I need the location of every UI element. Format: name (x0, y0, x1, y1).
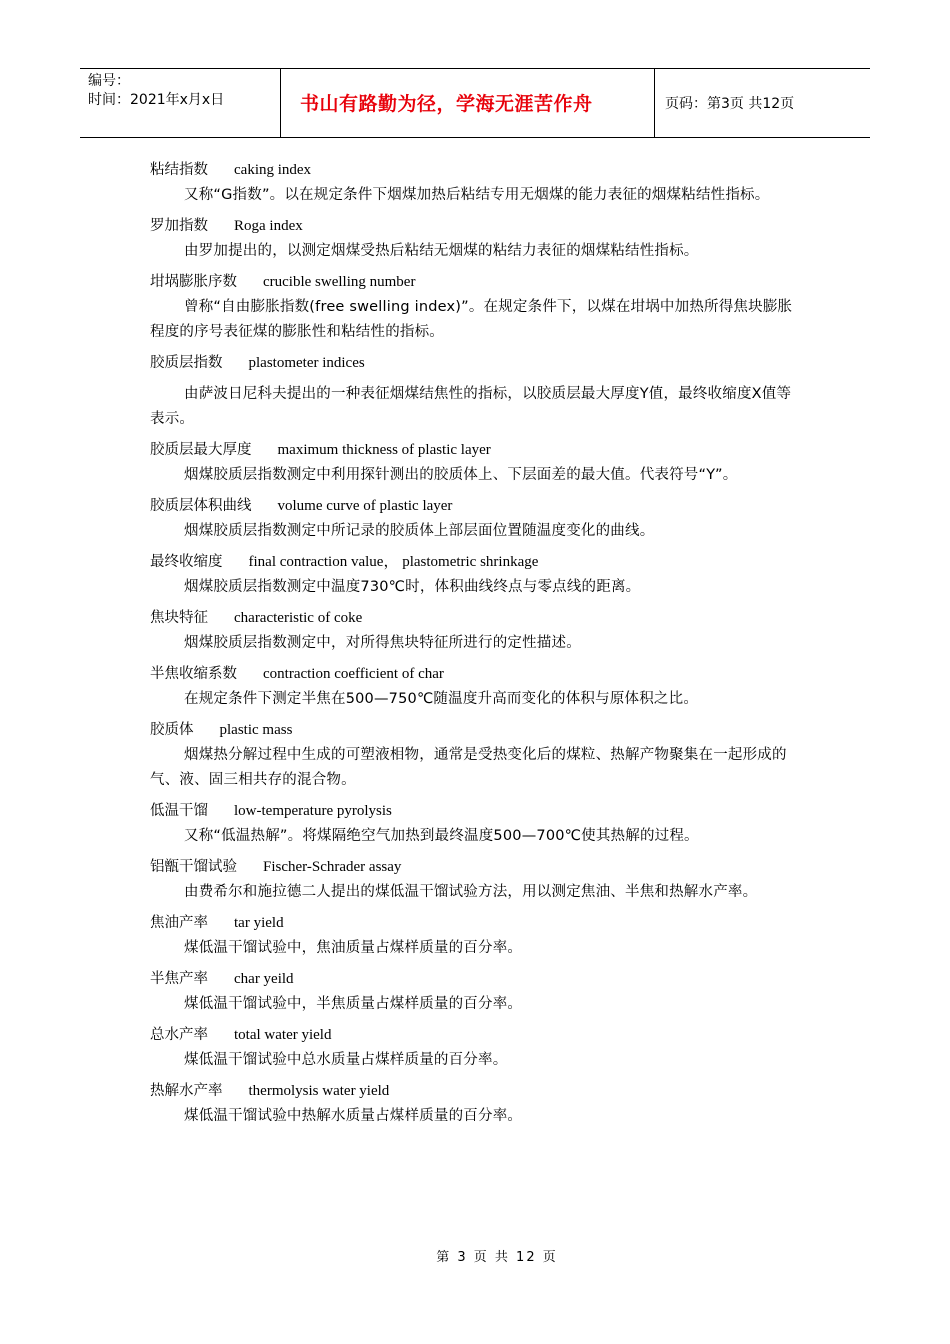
term-english: contraction coefficient of char (263, 666, 444, 682)
term-english: low-temperature pyrolysis (234, 803, 392, 819)
header-motto: 书山有路勤为径，学海无涯苦作舟 (300, 93, 593, 115)
term-definition: 煤低温干馏试验中，焦油质量占煤样质量的百分率。 (184, 940, 523, 956)
glossary-entry (150, 967, 800, 1017)
term-definition: 烟煤胶质层指数测定中，对所得焦块特征所进行的定性描述。 (184, 635, 581, 651)
header-divider (654, 69, 655, 137)
glossary-entry (150, 214, 800, 264)
term-definition: 由萨波日尼科夫提出的一种表征烟煤结焦性的指标，以胶质层最大厚度Y值，最终收缩度X值等表示。 (150, 386, 792, 427)
header-left-cell (80, 69, 280, 137)
term-chinese: 胶质层体积曲线 (150, 498, 252, 514)
term-line (150, 911, 800, 936)
term-line (150, 494, 800, 519)
term-chinese: 焦油产率 (150, 915, 208, 931)
document-number-label: 编号： (88, 73, 130, 89)
term-definition: 煤低温干馏试验中总水质量占煤样质量的百分率。 (184, 1052, 508, 1068)
term-definition: 由费希尔和施拉德二人提出的煤低温干馏试验方法，用以测定焦油、半焦和热解水产率。 (184, 884, 758, 900)
term-english: plastic mass (219, 722, 293, 738)
term-english: thermolysis water yield (248, 1083, 390, 1099)
term-chinese: 半焦产率 (150, 971, 208, 987)
header-right-cell (656, 69, 870, 137)
term-line (150, 351, 800, 376)
term-english: caking index (234, 162, 312, 178)
term-chinese: 半焦收缩系数 (150, 666, 237, 682)
term-line (150, 1079, 800, 1104)
term-english: Fischer-Schrader assay (263, 859, 402, 875)
header-divider (280, 69, 281, 137)
term-line (150, 799, 800, 824)
term-definition: 又称“G指数”。以在规定条件下烟煤加热后粘结专用无烟煤的能力表征的烟煤粘结性指标。 (184, 187, 770, 203)
term-line (150, 550, 800, 575)
term-definition: 由罗加提出的，以测定烟煤受热后粘结无烟煤的粘结力表征的烟煤粘结性指标。 (184, 243, 699, 259)
term-chinese: 胶质体 (150, 722, 194, 738)
term-english: tar yield (234, 915, 284, 931)
page-footer: 第 3 页 共 12 页 (436, 1250, 558, 1265)
glossary-entry (150, 1023, 800, 1073)
term-line (150, 158, 800, 183)
term-definition: 曾称“自由膨胀指数(free swelling index)”。在规定条件下，以煤在坩埚中加热所得焦块膨胀程度的序号表征煤的膨胀性和粘结性的指标。 (150, 299, 793, 340)
term-line (150, 606, 800, 631)
term-definition: 煤低温干馏试验中，半焦质量占煤样质量的百分率。 (184, 996, 523, 1012)
term-definition: 在规定条件下测定半焦在500—750℃随温度升高而变化的体积与原体积之比。 (184, 691, 699, 707)
term-english: crucible swelling number (263, 274, 416, 290)
term-line (150, 214, 800, 239)
term-english: char yeild (234, 971, 294, 987)
term-chinese: 铝甑干馏试验 (150, 859, 237, 875)
term-chinese: 罗加指数 (150, 218, 208, 234)
header-page-info: 页码：第3页 共12页 (665, 96, 795, 112)
header-middle-cell (282, 69, 654, 137)
page-header (80, 68, 870, 138)
term-definition: 烟煤胶质层指数测定中利用探针测出的胶质体上、下层面差的最大值。代表符号“Y”。 (184, 467, 738, 483)
glossary-entry (150, 718, 800, 793)
glossary-content (150, 158, 800, 1129)
glossary-entry (150, 606, 800, 656)
term-chinese: 低温干馏 (150, 803, 208, 819)
term-english: Roga index (234, 218, 303, 234)
document-time-label: 时间：2021年x月x日 (88, 92, 225, 108)
term-english: characteristic of coke (234, 610, 363, 626)
glossary-entry (150, 494, 800, 544)
term-definition: 又称“低温热解”。将煤隔绝空气加热到最终温度500—700℃使其热解的过程。 (184, 828, 699, 844)
term-definition: 烟煤热分解过程中生成的可塑液相物，通常是受热变化后的煤粒、热解产物聚集在一起形成的气、液、固三相共存的混合物。 (150, 747, 787, 788)
term-line (150, 967, 800, 992)
term-line (150, 855, 800, 880)
term-english: volume curve of plastic layer (277, 498, 453, 514)
term-chinese: 胶质层指数 (150, 355, 223, 371)
term-definition: 烟煤胶质层指数测定中所记录的胶质体上部层面位置随温度变化的曲线。 (184, 523, 655, 539)
term-english: total water yield (234, 1027, 332, 1043)
term-english: maximum thickness of plastic layer (277, 442, 491, 458)
glossary-entry (150, 799, 800, 849)
glossary-entry (150, 662, 800, 712)
glossary-entry (150, 438, 800, 488)
term-chinese: 粘结指数 (150, 162, 208, 178)
glossary-entry (150, 270, 800, 345)
term-english: final contraction value， plastometric shrinkage (248, 554, 539, 570)
glossary-entry (150, 550, 800, 600)
glossary-entry (150, 351, 800, 432)
term-line (150, 718, 800, 743)
term-line (150, 438, 800, 463)
term-chinese: 坩埚膨胀序数 (150, 274, 237, 290)
glossary-entry (150, 911, 800, 961)
term-english: plastometer indices (248, 355, 365, 371)
term-chinese: 焦块特征 (150, 610, 208, 626)
term-chinese: 总水产率 (150, 1027, 208, 1043)
term-line (150, 1023, 800, 1048)
glossary-entry (150, 855, 800, 905)
term-chinese: 最终收缩度 (150, 554, 223, 570)
glossary-entry (150, 1079, 800, 1129)
term-line (150, 662, 800, 687)
term-chinese: 热解水产率 (150, 1083, 223, 1099)
term-line (150, 270, 800, 295)
term-definition: 烟煤胶质层指数测定中温度730℃时，体积曲线终点与零点线的距离。 (184, 579, 641, 595)
glossary-entry (150, 158, 800, 208)
term-chinese: 胶质层最大厚度 (150, 442, 252, 458)
term-definition: 煤低温干馏试验中热解水质量占煤样质量的百分率。 (184, 1108, 523, 1124)
